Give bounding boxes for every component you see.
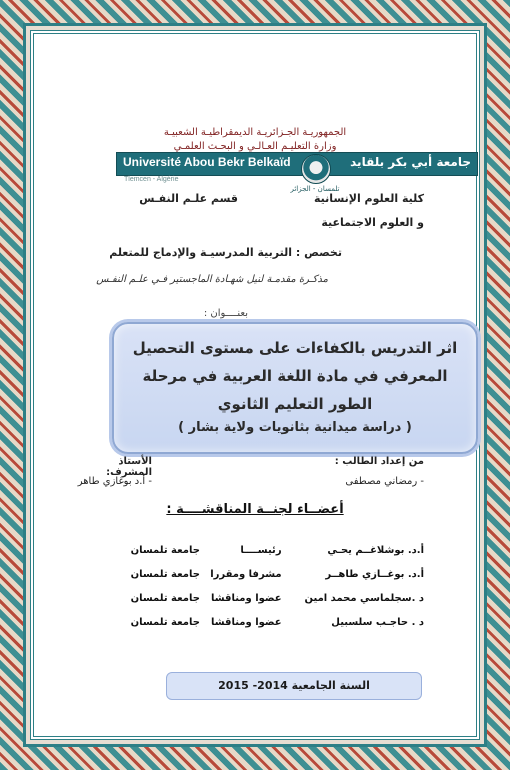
member-university: جامعة تلمسان [130, 544, 200, 556]
thesis-title: اثر التدريس بالكفاءات على مستوى التحصيل المعرفي في مادة اللغة العربية في مرحلة الطور التعليم الثانوي [132, 339, 458, 413]
member-role: مشرفا ومقررا [210, 568, 282, 580]
thesis-subtitle: ( دراسة ميدانية بثانويات ولاية بشار ) [178, 420, 412, 435]
republic-name: الجمهوريـة الجـزائريـة الديمقراطيـة الشعبيـة [163, 127, 347, 138]
member-university: جامعة تلمسان [130, 616, 200, 628]
ministry-header [72, 126, 438, 154]
university-subtitle: Tlemcen - Algérie [124, 176, 179, 183]
committee-member [86, 610, 424, 634]
member-role: رئيســــا [240, 544, 282, 556]
academic-year-box [166, 672, 422, 700]
emblem-caption: تلمسان - الجزائر [290, 185, 340, 193]
page-inner-panel [30, 30, 480, 740]
university-emblem-icon [301, 154, 331, 184]
title-label: بعنــــوان : [203, 308, 248, 319]
faculty-name: كلية العلوم الإنسانية [314, 192, 424, 205]
committee-member [86, 586, 424, 610]
member-university: جامعة تلمسان [130, 592, 200, 604]
member-role: عضوا ومناقشا [210, 616, 282, 628]
ministry-name: وزارة التعليـم العـالـي و البحـث العلمـي [173, 141, 337, 152]
committee-member [86, 538, 424, 562]
thesis-title-box [112, 322, 478, 454]
university-banner [116, 152, 478, 176]
supervisor-label: الأستاذ المشرف: [106, 456, 152, 478]
memoir-statement: مذكـرة مقدمـة لنيل شهـادة الماجستير فـي علـم النفـس [96, 274, 328, 285]
university-name-ar: جامعة أبي بكر بلقايد [350, 155, 471, 169]
social-sciences: و العلوم الاجتماعية [321, 216, 424, 229]
student-name: - رمضاني مصطفى [345, 476, 424, 487]
member-role: عضوا ومناقشا [210, 592, 282, 604]
specialty: تخصص : التربية المدرسيـة والإدماج للمتعلم [109, 246, 342, 259]
member-name: أ.د. بوغــازي طاهــر [325, 568, 424, 580]
committee-list [86, 538, 424, 634]
committee-title-text: أعضــاء لجنــة المناقشــــة : [166, 502, 344, 517]
member-university: جامعة تلمسان [130, 568, 200, 580]
supervisor-name: - أ.د بوغازي طاهر [77, 476, 152, 487]
preparation-label: من إعداد الطالب : [334, 456, 424, 467]
committee-title [72, 502, 438, 517]
member-name: د .سجلماسي محمد امين [304, 592, 424, 604]
member-name: أ.د. بوشلاغــم يحـي [327, 544, 424, 556]
page-content [72, 70, 471, 700]
member-name: د . حاجـب سلسبيل [331, 616, 424, 628]
academic-year: السنة الجامعية 2014- 2015 [218, 679, 370, 692]
committee-member [86, 562, 424, 586]
university-name-fr: Université Abou Bekr Belkaïd [123, 155, 291, 169]
department-name: قسم علـم النفـس [139, 192, 238, 205]
